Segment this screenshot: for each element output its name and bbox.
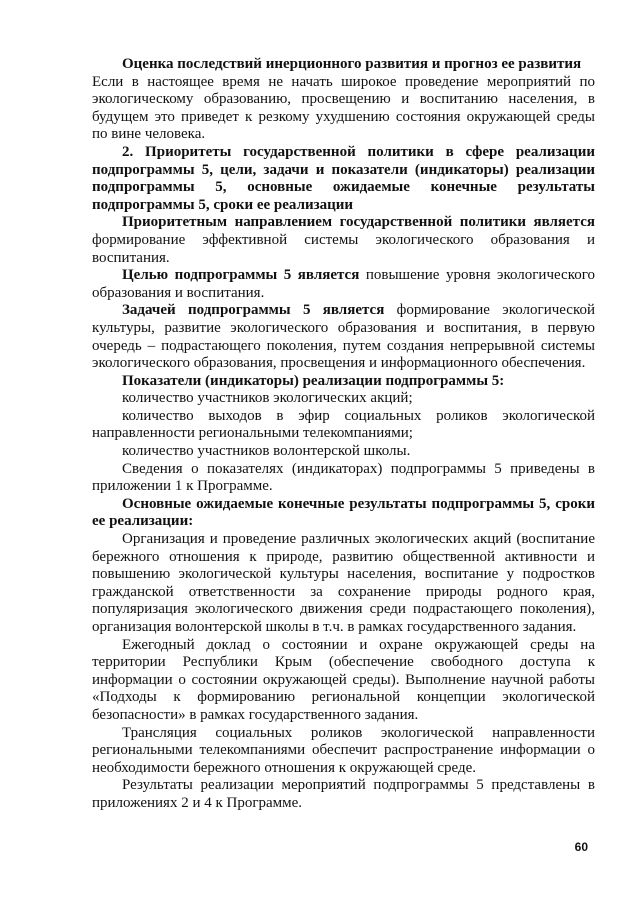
paragraph-text: формирование экологической культуры, развитие экологического образования и воспитания, в первую очередь – подрастающего поколения, путем создания непрерывной системы экологического образования, просвещения и информационного обеспечения.	[92, 302, 596, 372]
paragraph: Результаты реализации мероприятий подпрограммы 5 представлены в приложениях 2 и 4 к Программе.	[92, 777, 595, 811]
paragraph: количество участников волонтерской школы.	[122, 443, 411, 460]
section-heading: 2. Приоритеты государственной политики в сфере реализации подпрограммы 5, цели, задачи и показатели (индикаторы) реализации подпрограммы 5, основные ожидаемые конечные результаты подпрограммы 5, сроки ее реализации	[92, 143, 595, 213]
section-heading: Показатели (индикаторы) реализации подпрограммы 5:	[122, 372, 505, 389]
paragraph: количество выходов в эфир социальных роликов экологической направленности региональными телекомпаниями;	[92, 407, 595, 442]
paragraph: Ежегодный доклад о состоянии и охране окружающей среды на территории Республики Крым (обеспечение свободного доступа к информации о состоянии окружающей среды). Выполнение научной работы «Подходы к формированию региональной концепции экологической безопасности» в рамках государственного задания.	[92, 636, 595, 723]
document-body	[92, 56, 595, 813]
paragraph: количество участников экологических акций;	[122, 390, 413, 407]
page-number: 60	[574, 840, 588, 854]
paragraph: Сведения о показателях (индикаторах) подпрограммы 5 приведены в приложении 1 к Программе.	[92, 460, 595, 495]
section-heading: Основные ожидаемые конечные результаты подпрограммы 5, сроки ее реализации:	[92, 495, 595, 530]
paragraph	[92, 214, 595, 267]
paragraph: Если в настоящее время не начать широкое проведение мероприятий по экологическому образованию, просвещению и воспитанию населения, в будущем это приведет к резкому ухудшению состояния окружающей среды по вине человека.	[92, 73, 595, 143]
section-heading: Оценка последствий инерционного развития и прогноз ее развития	[122, 56, 582, 72]
paragraph	[92, 267, 595, 302]
paragraph-text: повышение уровня экологического образования и воспитания.	[92, 267, 595, 301]
paragraph: Трансляция социальных роликов экологической направленности региональными телекомпаниями обеспечит распространение информации о необходимости бережного отношения к окружающей среде.	[92, 724, 595, 776]
paragraph: Организация и проведение различных экологических акций (воспитание бережного отношения к природе, развитию общественной активности и повышению экологической культуры населения, воспитание у подростков гражданской ответственности за сохранение природы родного края, популяризация экологического движения среди подрастающего поколения), организация волонтерской школы в т.ч. в рамках государственного задания.	[92, 531, 595, 635]
paragraph-lead: Приоритетным направлением государственной политики является	[122, 214, 595, 231]
paragraph-lead: Целью подпрограммы 5 является	[122, 267, 360, 284]
paragraph-text: формирование эффективной системы экологического образования и воспитания.	[92, 231, 595, 266]
paragraph	[92, 302, 595, 372]
paragraph-lead: Задачей подпрограммы 5 является	[122, 302, 385, 319]
